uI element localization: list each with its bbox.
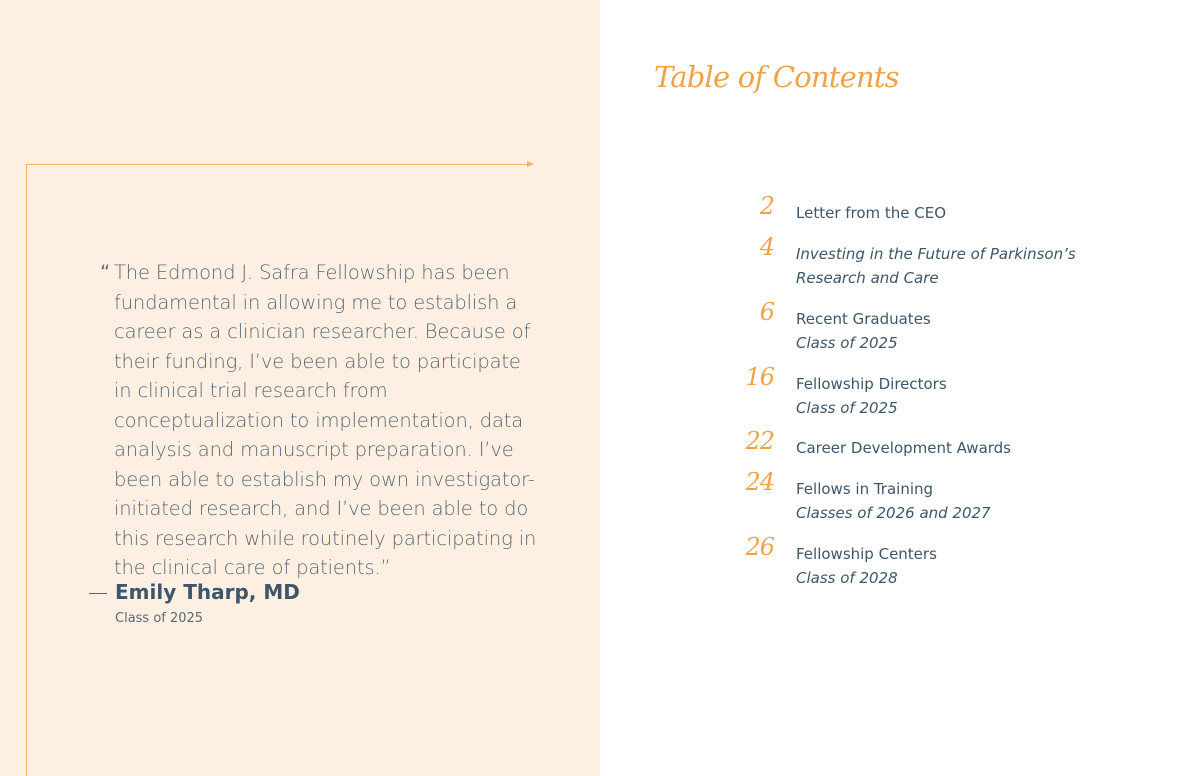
toc-entry-subtitle: Class of 2025 [796, 399, 898, 417]
arrow-tip-icon [527, 161, 534, 167]
toc-page-number: 24 [745, 468, 774, 496]
toc-entry-subtitle: Class of 2025 [796, 334, 898, 352]
toc-entry[interactable] [600, 298, 1200, 367]
author-class: Class of 2025 [115, 611, 204, 626]
toc-entry-text [796, 542, 1096, 590]
toc-entry-subtitle: Class of 2028 [796, 569, 898, 587]
toc-entry-text [796, 242, 1096, 290]
toc-entry-title: Fellowship Centers [796, 545, 937, 563]
toc-entry-title: Fellows in Training [796, 480, 934, 498]
toc-page-number: 16 [745, 363, 774, 391]
toc-entry-subtitle: Classes of 2026 and 2027 [796, 504, 991, 522]
toc-page-number: 2 [759, 192, 774, 220]
decorative-frame-top-line [26, 164, 528, 165]
toc-entry[interactable] [600, 363, 1200, 432]
decorative-frame-left-line [26, 164, 27, 776]
toc-entry-subtitle: Research and Care [796, 269, 939, 287]
toc-entry-title: Fellowship Directors [796, 375, 947, 393]
toc-entry-title: Investing in the Future of Parkinson’s [796, 245, 1076, 263]
toc-page-number: 22 [745, 427, 774, 455]
toc-entry[interactable] [600, 468, 1200, 537]
opening-quote-mark: “ [100, 261, 111, 284]
toc-entry-title: Recent Graduates [796, 310, 931, 328]
toc-entry[interactable] [600, 533, 1200, 602]
testimonial-quote: The Edmond J. Safra Fellowship has been fundamental in allowing me to establish a career as a clinician researcher. Because of their funding, I’ve been able to participate in clinical trial research from conceptualization to implementation, data analysis and manuscript preparation. I’ve been able to establish my own investigator-initiated research, and I’ve been able to do this research while routinely participating in the clinical care of patients.” [114, 261, 537, 579]
toc-entry-title: Career Development Awards [796, 439, 1011, 457]
toc-page-number: 4 [759, 233, 774, 261]
toc-entry-text [796, 477, 1096, 525]
toc-entry[interactable] [600, 233, 1200, 302]
toc-entry-text [796, 436, 1096, 460]
toc-entry-title: Letter from the CEO [796, 204, 947, 222]
toc-page-number: 6 [759, 298, 774, 326]
toc-entry-text [796, 372, 1096, 420]
toc-entry-text [796, 307, 1096, 355]
toc-page-number: 26 [745, 533, 774, 561]
attribution-dash: — [88, 580, 108, 604]
toc-entry-text [796, 201, 1096, 225]
toc-title: Table of Contents [654, 60, 899, 94]
author-name: Emily Tharp, MD [115, 580, 300, 604]
